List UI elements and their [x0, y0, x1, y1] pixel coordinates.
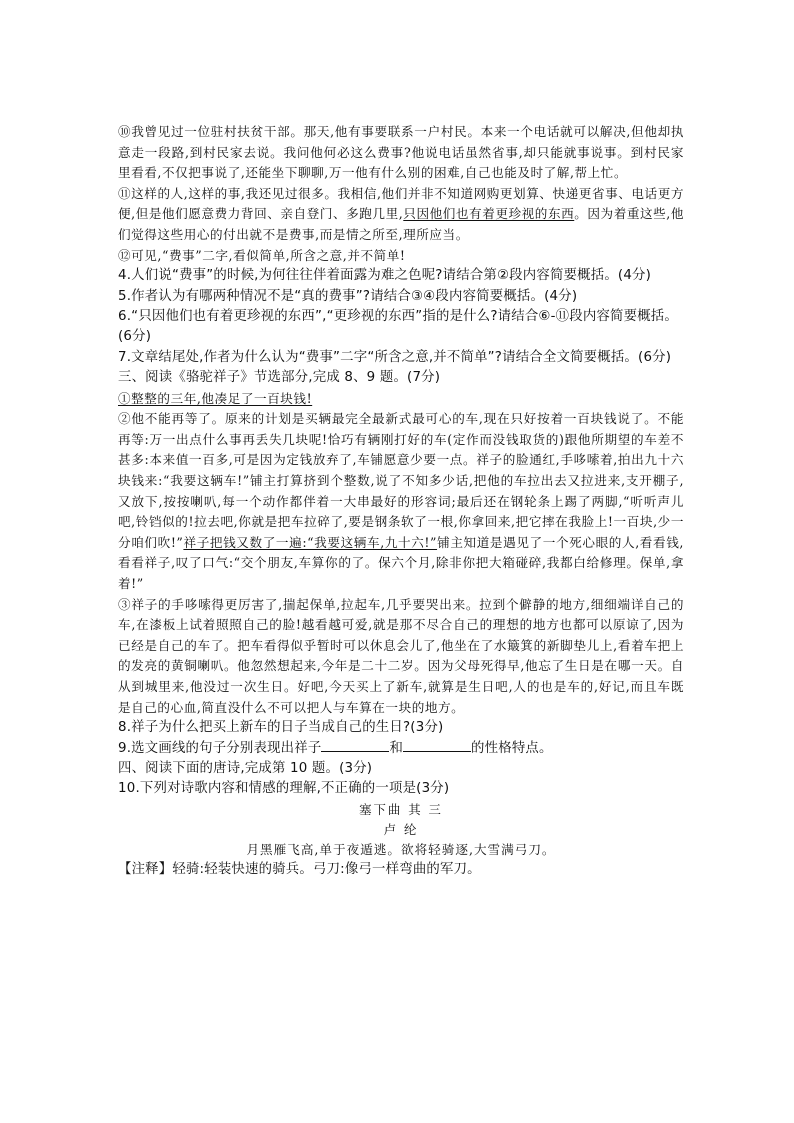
- question-4: 4.人们说“费事”的时候,为何往往伴着面露为难之色呢?请结合第②段内容简要概括。(4分): [118, 268, 652, 284]
- excerpt-para-2-underlined: 祥子把钱又数了一遍:“我要这辆车,九十六!”: [183, 534, 438, 550]
- excerpt-para-2: [118, 409, 684, 594]
- poem-author: 卢 纶: [383, 821, 419, 837]
- question-9-text-b: 的性格特点。: [471, 740, 553, 756]
- paragraph-10: ⑩我曾见过一位驻村扶贫干部。那天,他有事要联系一户村民。本来一个电话就可以解决,但他却执意走一段路,到村民家去说。我问他何必这么费事?他说电话虽然省事,却只能就事说事。到村民家里看看,不仅把事说了,还能坐下聊聊,万一他有什么别的困难,自己也能及时了解,帮上忙。: [118, 124, 684, 181]
- paragraph-11-underlined: 只因他们也有着更珍视的东西: [403, 206, 575, 222]
- question-8: 8.祥子为什么把买上新车的日子当成自己的生日?(3分): [118, 720, 444, 736]
- question-9: [118, 739, 684, 759]
- poem-lines: 月黑雁飞高,单于夜遁逃。欲将轻骑逐,大雪满弓刀。: [246, 841, 556, 857]
- answer-blank-1[interactable]: [321, 739, 389, 752]
- excerpt-para-3: ③祥子的手哆嗦得更厉害了,揣起保单,拉起车,几乎要哭出来。拉到个僻静的地方,细细端详自己的车,在漆板上试着照照自己的脸!越看越可爱,就是那不尽合自己的理想的地方也都可以原谅了,因为已经是自己的车了。把车看得似乎暂时可以休息会儿了,他坐在了水簸箕的新脚垫儿上,看着车把上的发亮的黄铜喇叭。他忽然想起来,今年是二十二岁。因为父母死得早,他忘了生日是在哪一天。自从到城里来,他没过一次生日。好吧,今天买上了新车,就算是生日吧,人的也是车的,好记,而且车既是自己的心血,简直没什么不可以把人与车算在一块的地方。: [118, 596, 684, 715]
- section-4-heading: 四、阅读下面的唐诗,完成第 10 题。(3分): [118, 760, 373, 776]
- section-3-heading: 三、阅读《骆驼祥子》节选部分,完成 8、9 题。(7分): [118, 370, 441, 386]
- exam-page: [118, 122, 684, 881]
- excerpt-para-1: [118, 389, 684, 410]
- question-7: 7.文章结尾处,作者为什么认为“费事”二字“所含之意,并不简单”?请结合全文简要概括。(6分): [118, 349, 672, 365]
- poem-title: 塞下曲 其 三: [359, 801, 443, 817]
- paragraph-12: ⑫可见,“费事”二字,看似简单,所含之意,并不简单!: [118, 247, 406, 263]
- excerpt-para-2-text-b: 铺主知道是遇见了一个死心眼的人,看看钱,看看祥子,叹了口气:“交个朋友,车算你的了。保六个月,除非你把大箱碰碎,我都白给修理。保单,拿着!”: [118, 534, 684, 591]
- paragraph-11-text-a: ⑪这样的人,这样的事,我还见过很多。我相信,他们并非不知道网购更划算、快递更省事、电话更方便,但是他们愿意费力背回、亲自登门、多跑几里,: [118, 185, 684, 222]
- question-9-mid: 和: [389, 740, 404, 756]
- excerpt-para-1-underlined: ①整整的三年,他凑足了一百块钱!: [118, 390, 313, 406]
- paragraph-11-text-b: 。因为着重这些,他们觉得这些用心的付出就不是费事,而是情之所至,理所应当。: [118, 206, 685, 242]
- excerpt-para-2-text-a: ②他不能再等了。原来的计划是买辆最完全最新式最可心的车,现在只好按着一百块钱说了。不能再等:万一出点什么事再丢失几块呢!恰巧有辆刚打好的车(定作而没钱取货的)跟他所期望的车差不甚多:本来值一百多,可是因为定钱放弃了,车铺愿意少要一点。祥子的脸通红,手哆嗦着,拍出九十六块钱来:“我要这辆车!”铺主打算挤到个整数,说了不知多少话,把他的车拉出去又拉进来,支开棚子,又放下,按按喇叭,每一个动作都伴着一大串最好的形容词;最后还在钢轮条上踢了两脚,“听听声儿吧,铃铛似的!拉去吧,你就是把车拉碎了,要是钢条软了一根,你拿回来,把它摔在我脸上!一百块,少一分咱们吹!”: [118, 411, 684, 550]
- paragraph-11: [118, 184, 684, 246]
- question-6: 6.“只因他们也有着更珍视的东西”,“更珍视的东西”指的是什么?请结合⑥-⑪段内容简要概括。(6分): [118, 308, 678, 345]
- question-10: 10.下列对诗歌内容和情感的理解,不正确的一项是(3分): [118, 781, 450, 797]
- question-9-text-a: 9.选文画线的句子分别表现出祥子: [118, 740, 322, 756]
- question-5: 5.作者认为有哪两种情况不是“真的费事”?请结合③④段内容简要概括。(4分): [118, 288, 578, 304]
- poem-note: 【注释】轻骑:轻装快速的骑兵。弓刀:像弓一样弯曲的军刀。: [118, 862, 481, 878]
- answer-blank-2[interactable]: [403, 739, 471, 752]
